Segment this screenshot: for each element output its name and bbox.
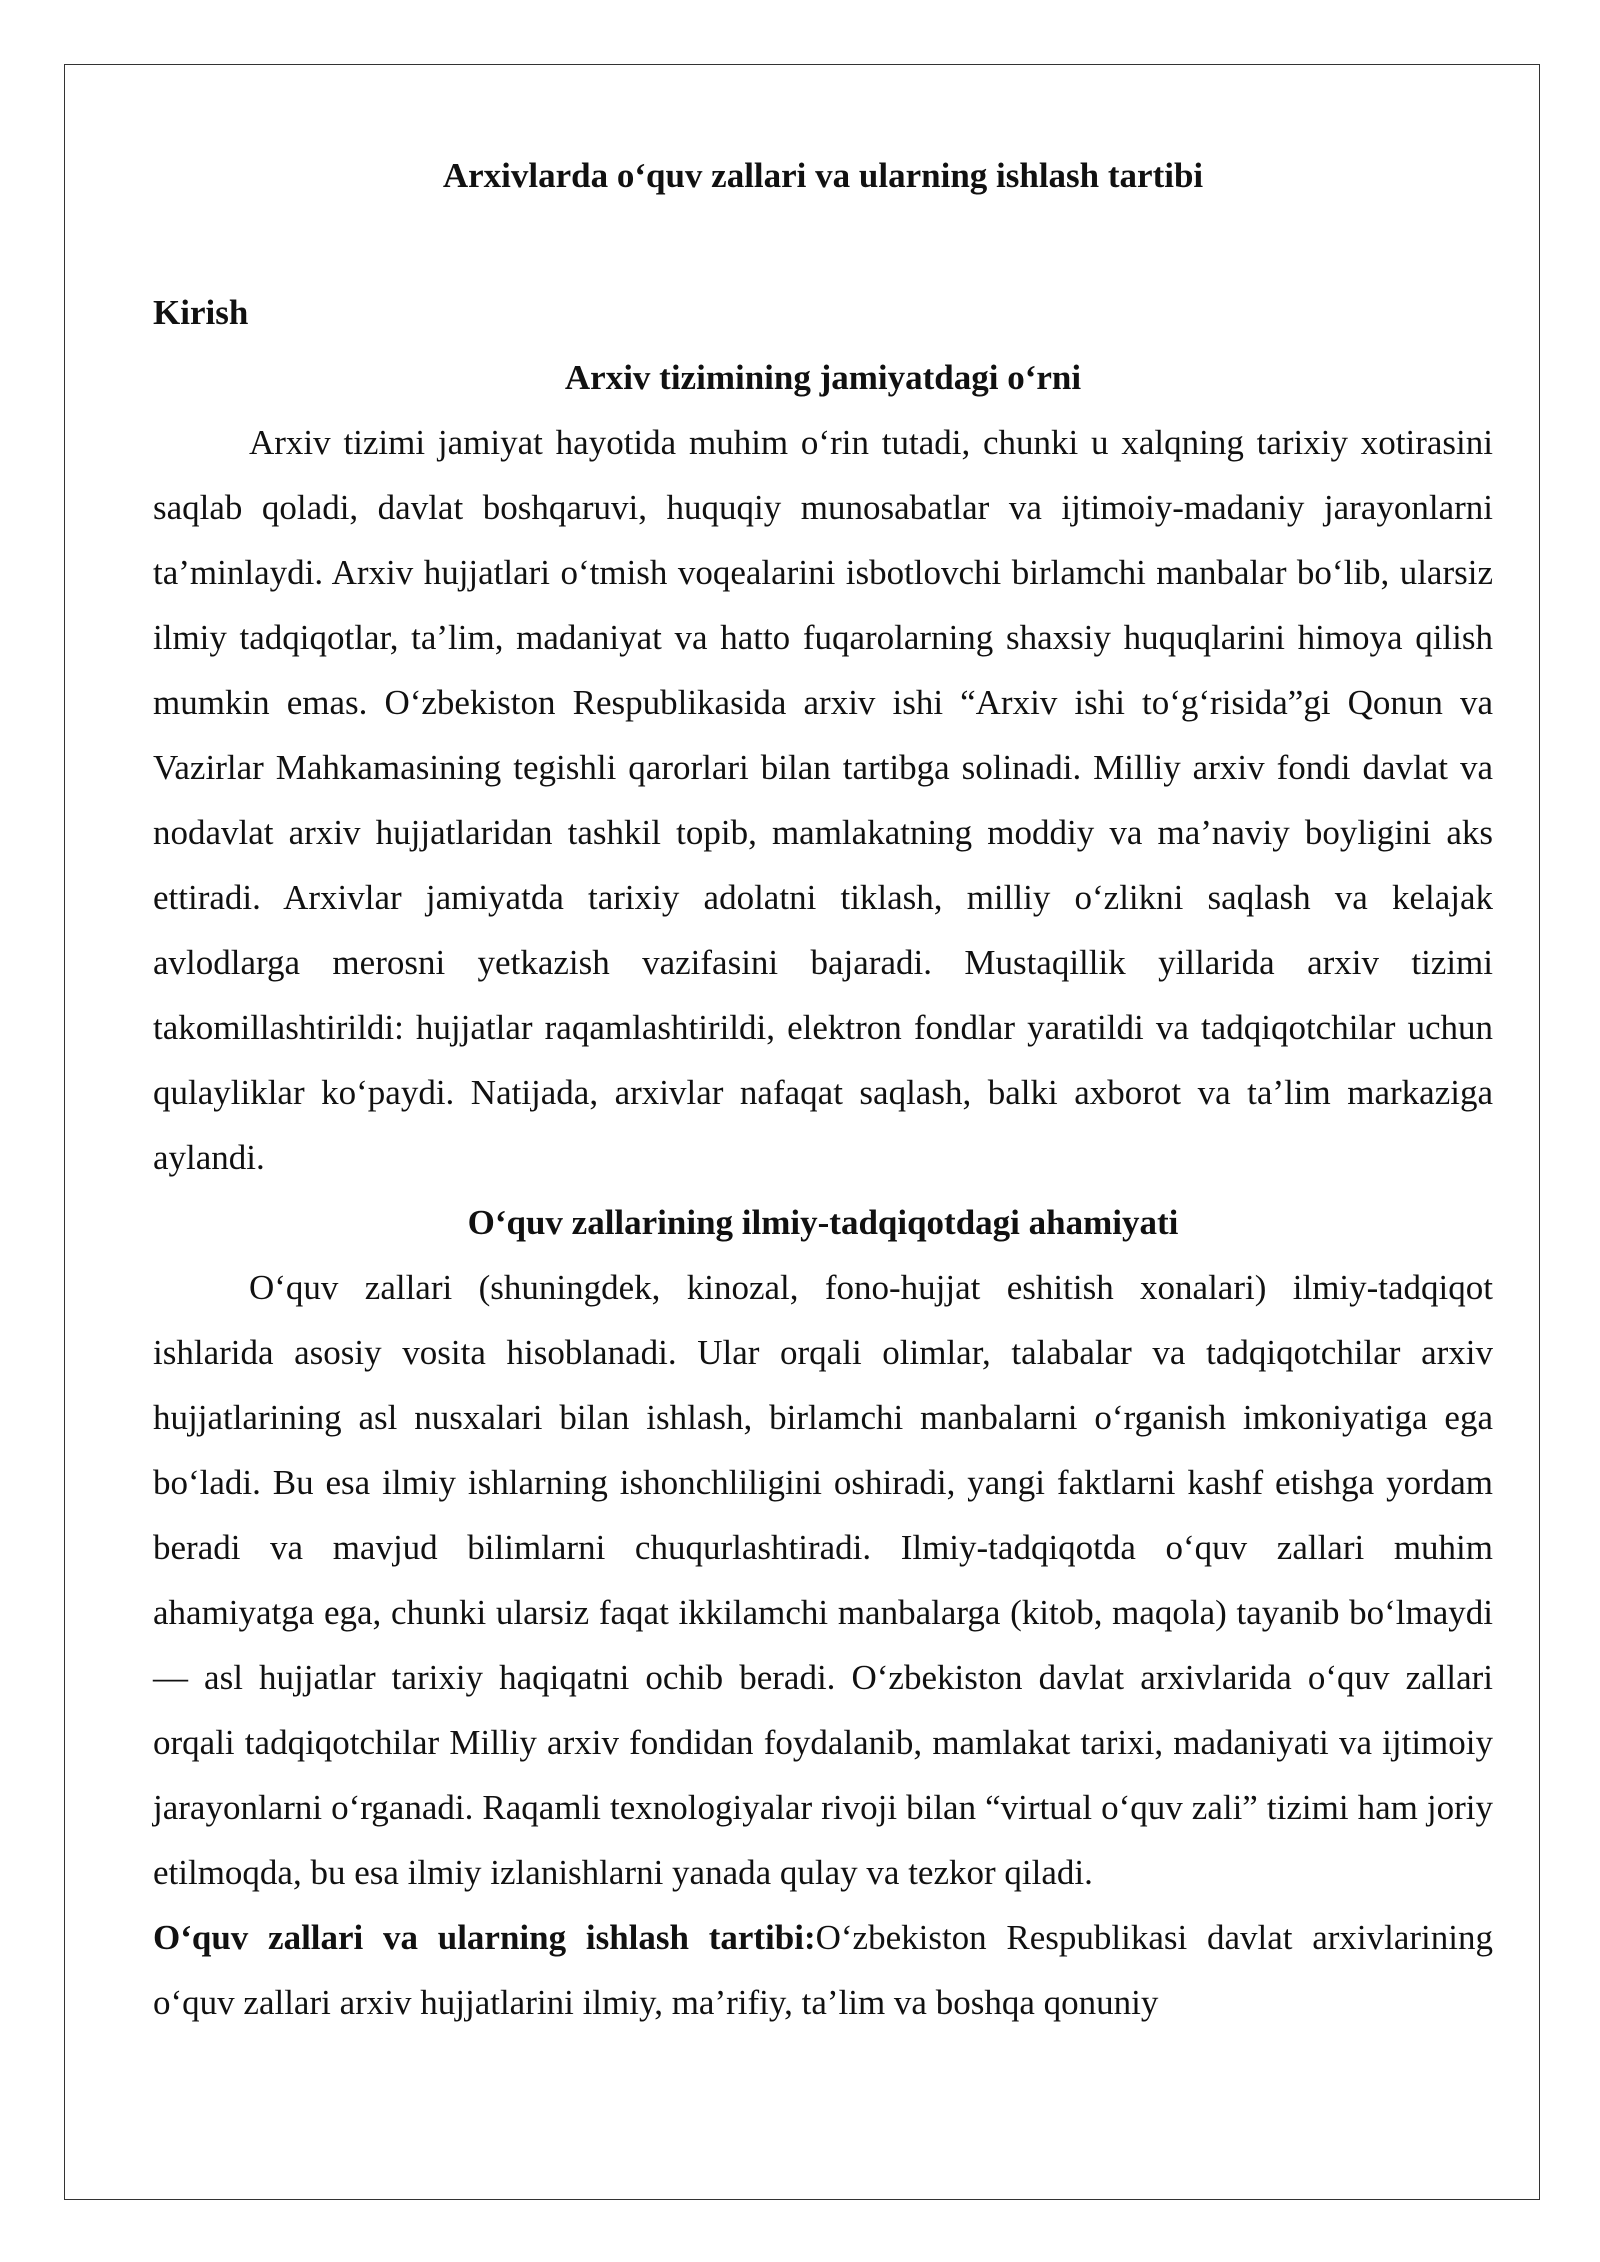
document-body xyxy=(153,150,1493,2035)
intro-label: Kirish xyxy=(153,293,249,332)
document-title: Arxivlarda o‘quv zallari va ularning ishlash tartibi xyxy=(442,156,1204,195)
section-heading-reading-rooms-research: O‘quv zallarining ilmiy-tadqiqotdagi ahamiyati xyxy=(467,1203,1179,1242)
paragraph-reading-rooms-procedure xyxy=(153,1905,1493,2035)
procedure-body-text: O‘zbekiston Respublikasi davlat arxivlarining o‘quv zallari arxiv hujjatlarini ilmiy, ma’rifiy, ta’lim va boshqa qonuniy xyxy=(153,1918,1493,2022)
paragraph-reading-rooms-research: O‘quv zallari (shuningdek, kinozal, fono-hujjat eshitish xonalari) ilmiy-tadqiqot ishlarida asosiy vosita hisoblanadi. Ular orqali olimlar, talabalar va tadqiqotchilar arxiv hujjatlarining asl nusxalari bilan ishlash, birlamchi manbalarni o‘rganish imkoniyatiga ega bo‘ladi. Bu esa ilmiy ishlarning ishonchliligini oshiradi, yangi faktlarni kashf etishga yordam beradi va mavjud bilimlarni chuqurlashtiradi. Ilmiy-tadqiqotda o‘quv zallari muhim ahamiyatga ega, chunki ularsiz faqat ikkilamchi manbalarga (kitob, maqola) tayanib bo‘lmaydi — asl hujjatlar tarixiy haqiqatni ochib beradi. O‘zbekiston davlat arxivlarida o‘quv zallari orqali tadqiqotchilar Milliy arxiv fondidan foydalanib, mamlakat tarixi, madaniyati va ijtimoiy jarayonlarni o‘rganadi. Raqamli texnologiyalar rivoji bilan “virtual o‘quv zali” tizimi ham joriy etilmoqda, bu esa ilmiy izlanishlarni yanada qulay va tezkor qiladi. xyxy=(153,1268,1493,1892)
procedure-lead-text: O‘quv zallari va ularning ishlash tartibi: xyxy=(153,1918,816,1957)
paragraph-archive-role: Arxiv tizimi jamiyat hayotida muhim o‘rin tutadi, chunki u xalqning tarixiy xotirasini saqlab qoladi, davlat boshqaruvi, huquqiy munosabatlar va ijtimoiy-madaniy jarayonlarni ta’minlaydi. Arxiv hujjatlari o‘tmish voqealarini isbotlovchi birlamchi manbalar bo‘lib, ularsiz ilmiy tadqiqotlar, ta’lim, madaniyat va hatto fuqarolarning shaxsiy huquqlarini himoya qilish mumkin emas. O‘zbekiston Respublikasida arxiv ishi “Arxiv ishi to‘g‘risida”gi Qonun va Vazirlar Mahkamasining tegishli qarorlari bilan tartibga solinadi. Milliy arxiv fondi davlat va nodavlat arxiv hujjatlaridan tashkil topib, mamlakatning moddiy va ma’naviy boyligini aks ettiradi. Arxivlar jamiyatda tarixiy adolatni tiklash, milliy o‘zlikni saqlash va kelajak avlodlarga merosni yetkazish vazifasini bajaradi. Mustaqillik yillarida arxiv tizimi takomillashtirildi: hujjatlar raqamlashtirildi, elektron fondlar yaratildi va tadqiqotchilar uchun qulayliklar ko‘paydi. Natijada, arxivlar nafaqat saqlash, balki axborot va ta’lim markaziga aylandi. xyxy=(153,423,1493,1177)
title-spacer xyxy=(153,202,1493,280)
section-heading-archive-role: Arxiv tizimining jamiyatdagi o‘rni xyxy=(564,358,1082,397)
